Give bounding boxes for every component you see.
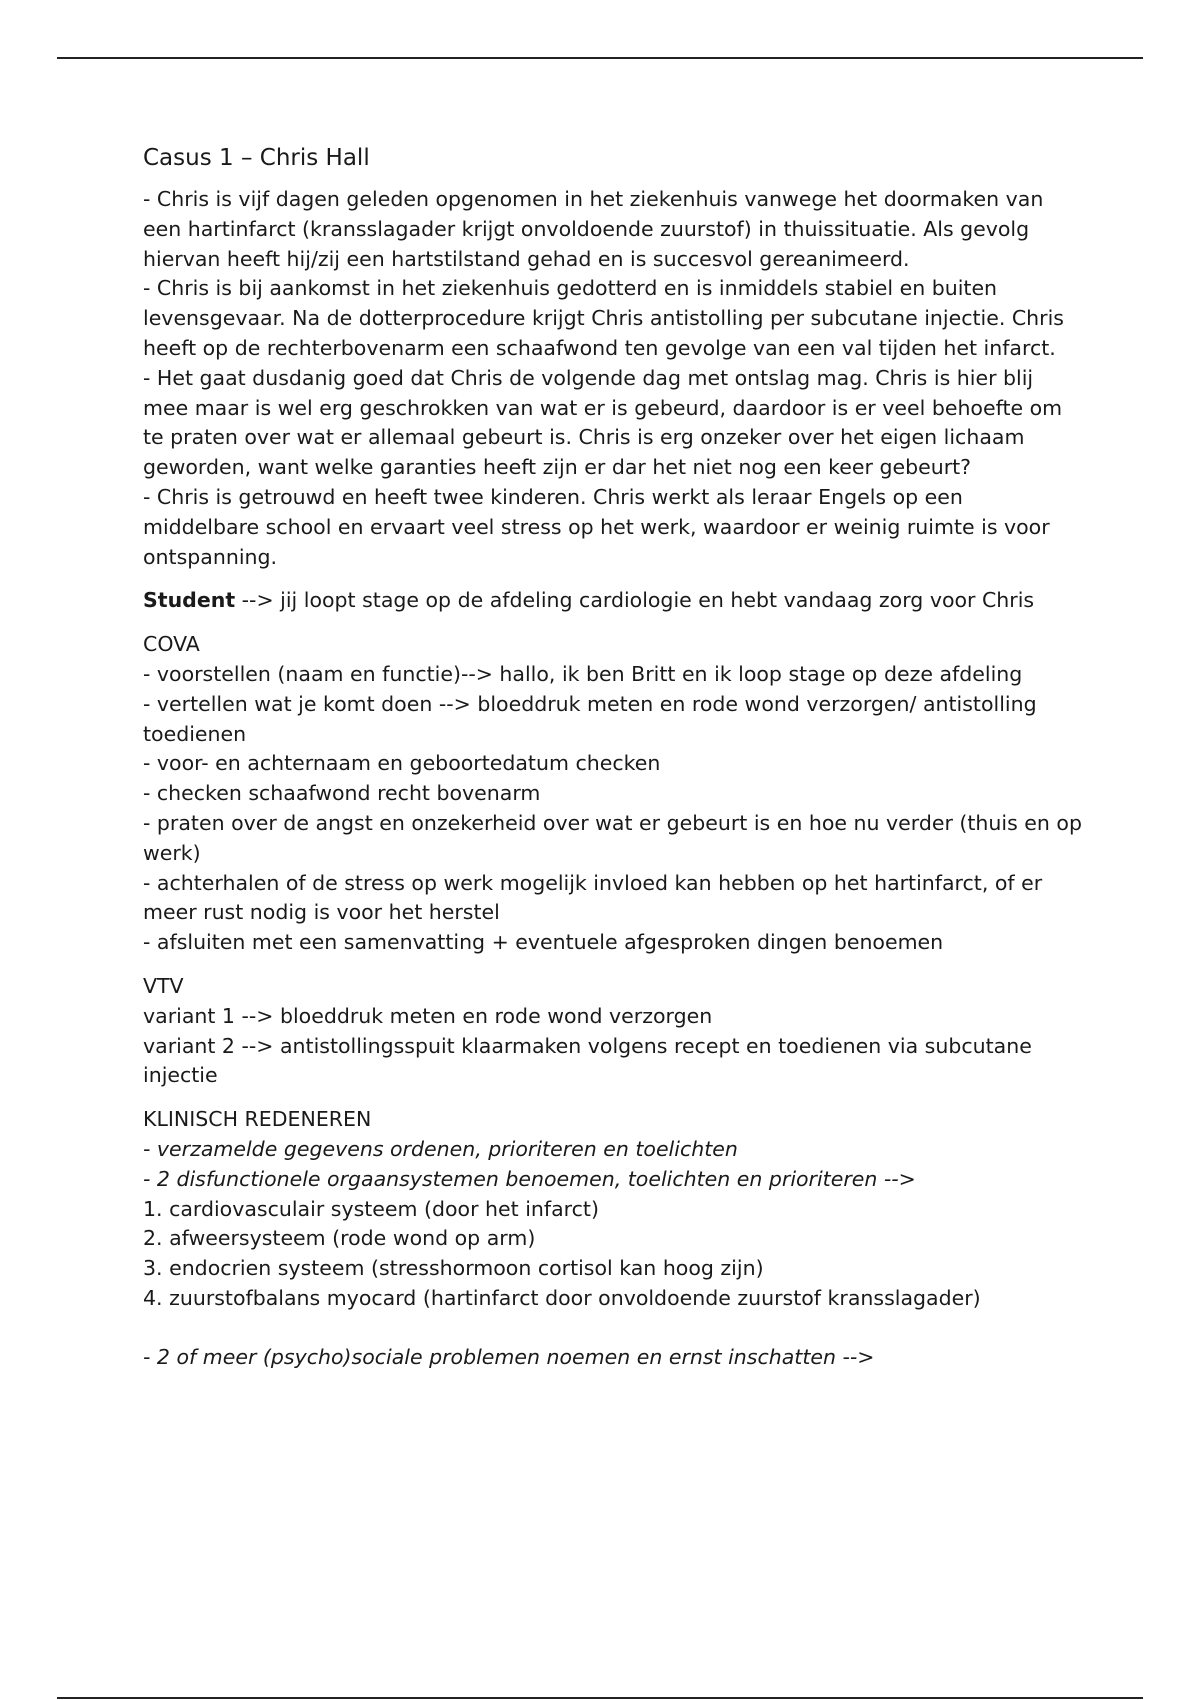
vtv-item: variant 2 --> antistollingsspuit klaarmaken volgens recept en toedienen via subcutane injectie [143, 1033, 1032, 1088]
student-section [143, 586, 1083, 616]
klinisch-numbered-item: 2. afweersysteem (rode wond op arm) [143, 1226, 536, 1251]
klinisch-heading: KLINISCH REDENEREN [143, 1107, 372, 1132]
bottom-rule [57, 1697, 1143, 1699]
cova-heading: COVA [143, 632, 200, 657]
intro-paragraph: - Chris is bij aankomst in het ziekenhuis gedotterd en is inmiddels stabiel en buiten levensgevaar. Na de dotterprocedure krijgt Chris antistolling per subcutane injectie. Chris heeft op de rechterbovenarm een schaafwond ten gevolge van een val tijden het infarct. [143, 276, 1064, 360]
document-title: Casus 1 – Chris Hall [143, 145, 370, 171]
cova-item: - vertellen wat je komt doen --> bloeddruk meten en rode wond verzorgen/ antistolling toedienen [143, 691, 1037, 746]
cova-item: - achterhalen of de stress op werk mogelijk invloed kan hebben op het hartinfarct, of er meer rust nodig is voor het herstel [143, 870, 1043, 925]
intro-paragraph: - Chris is vijf dagen geleden opgenomen in het ziekenhuis vanwege het doormaken van een hartinfarct (kransslagader krijgt onvoldoende zuurstof) in thuissituatie. Als gevolg hiervan heeft hij/zij een hartstilstand gehad en is succesvol gereanimeerd. [143, 187, 1044, 271]
klinisch-italic-item: - 2 disfunctionele orgaansystemen benoemen, toelichten en prioriteren --> [143, 1166, 916, 1191]
top-rule [57, 57, 1143, 59]
vtv-heading: VTV [143, 973, 184, 998]
vtv-item: variant 1 --> bloeddruk meten en rode wond verzorgen [143, 1003, 713, 1028]
klinisch-numbered-item: 3. endocrien systeem (stresshormoon cortisol kan hoog zijn) [143, 1256, 764, 1281]
klinisch-italic-item: - verzamelde gegevens ordenen, prioriteren en toelichten [143, 1136, 738, 1161]
klinisch-section [143, 1105, 1083, 1372]
student-text: --> jij loopt stage op de afdeling cardiologie en hebt vandaag zorg voor Chris [235, 588, 1035, 613]
klinisch-numbered-item: 4. zuurstofbalans myocard (hartinfarct door onvoldoende zuurstof kransslagader) [143, 1285, 981, 1310]
document-body [143, 141, 1083, 1372]
cova-item: - voorstellen (naam en functie)--> hallo, ik ben Britt en ik loop stage op deze afdeling [143, 661, 1023, 686]
vtv-section [143, 972, 1083, 1091]
cova-item: - afsluiten met een samenvatting + eventuele afgesproken dingen benoemen [143, 930, 944, 955]
intro-section [143, 185, 1083, 572]
cova-item: - praten over de angst en onzekerheid over wat er gebeurt is en hoe nu verder (thuis en op werk) [143, 810, 1082, 865]
intro-paragraph: - Chris is getrouwd en heeft twee kinderen. Chris werkt als leraar Engels op een middelbare school en ervaart veel stress op het werk, waardoor er weinig ruimte is voor ontspanning. [143, 484, 1050, 569]
cova-section [143, 630, 1083, 958]
cova-item: - voor- en achternaam en geboortedatum checken [143, 751, 661, 776]
student-label: Student [143, 588, 236, 613]
klinisch-numbered-item: 1. cardiovasculair systeem (door het infarct) [143, 1196, 599, 1221]
klinisch-final-item: - 2 of meer (psycho)sociale problemen noemen en ernst inschatten --> [143, 1344, 875, 1369]
intro-paragraph: - Het gaat dusdanig goed dat Chris de volgende dag met ontslag mag. Chris is hier blij mee maar is wel erg geschrokken van wat er is gebeurd, daardoor is er veel behoefte om te praten over wat er allemaal gebeurt is. Chris is erg onzeker over het eigen lichaam geworden, want welke garanties heeft zijn er dar het niet nog een keer gebeurt? [143, 365, 1063, 480]
cova-item: - checken schaafwond recht bovenarm [143, 781, 541, 806]
